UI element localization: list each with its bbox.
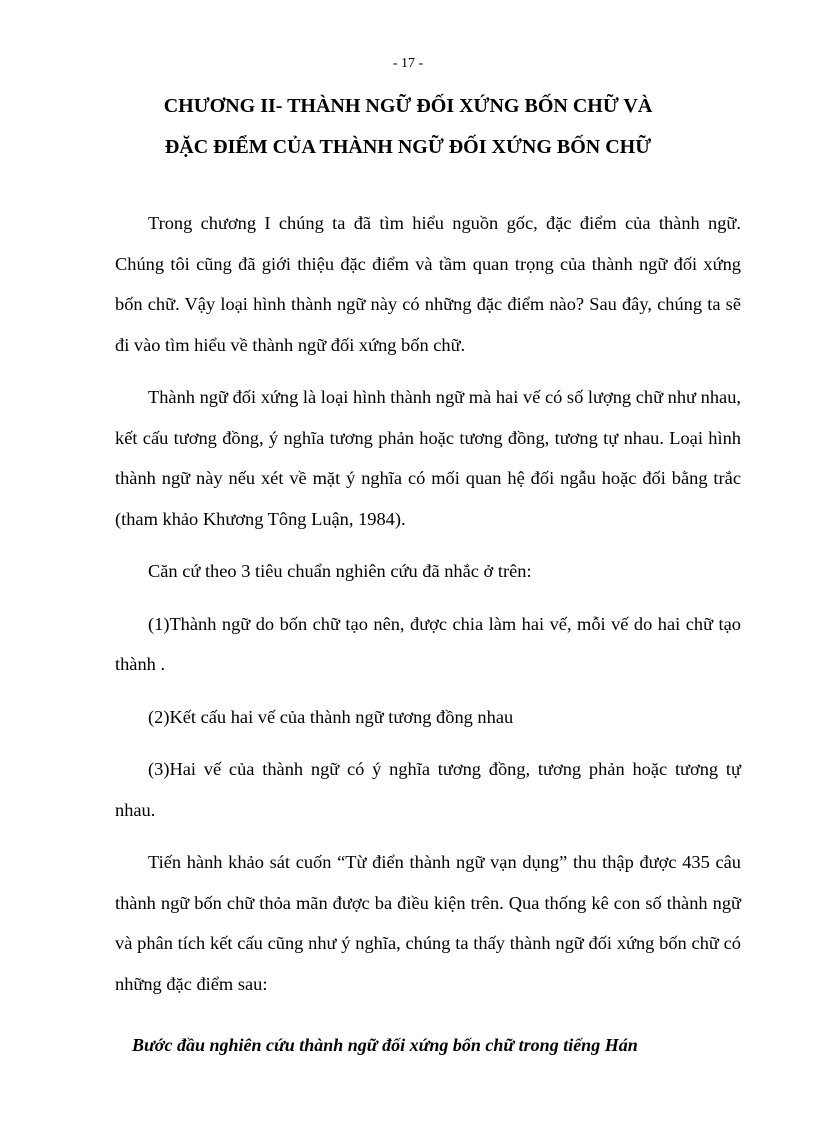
chapter-title-line-1: CHƯƠNG II- THÀNH NGỮ ĐỐI XỨNG BỐN CHỮ VÀ bbox=[163, 95, 653, 117]
criteria-item-1: (1)Thành ngữ do bốn chữ tạo nên, được chia làm hai vế, mỗi vế do hai chữ tạo thành . bbox=[115, 613, 741, 674]
criteria-item-2: (2)Kết cấu hai vế của thành ngữ tương đồng nhau bbox=[148, 706, 514, 727]
body-text bbox=[115, 203, 741, 1004]
criteria-item-3: (3)Hai vế của thành ngữ có ý nghĩa tương đồng, tương phản hoặc tương tự nhau. bbox=[115, 759, 741, 820]
paragraph-criteria-intro: Căn cứ theo 3 tiêu chuẩn nghiên cứu đã nhắc ở trên: bbox=[148, 561, 532, 581]
paragraph-intro: Trong chương I chúng ta đã tìm hiểu nguồn gốc, đặc điểm của thành ngữ. Chúng tôi cũng đã giới thiệu đặc điểm và tầm quan trọng của thành ngữ đối xứng bốn chữ. Vậy loại hình thành ngữ này có những đặc điểm nào? Sau đây, chúng ta sẽ đi vào tìm hiểu về thành ngữ đối xứng bốn chữ. bbox=[115, 213, 741, 355]
page-number: - 17 - bbox=[392, 56, 424, 71]
chapter-title-line-2: ĐẶC ĐIỂM CỦA THÀNH NGỮ ĐỐI XỨNG BỐN CHỮ bbox=[164, 136, 652, 158]
chapter-title bbox=[60, 86, 756, 168]
paragraph-survey: Tiến hành khảo sát cuốn “Từ điển thành ngữ vạn dụng” thu thập được 435 câu thành ngữ bốn chữ thỏa mãn được ba điều kiện trên. Qua thống kê con số thành ngữ và phân tích kết cấu cũng như ý nghĩa, chúng ta thấy thành ngữ đối xứng bốn chữ có những đặc điểm sau: bbox=[115, 852, 741, 994]
paragraph-definition: Thành ngữ đối xứng là loại hình thành ngữ mà hai vế có số lượng chữ như nhau, kết cấu tương đồng, ý nghĩa tương phản hoặc tương đồng, tương tự nhau. Loại hình thành ngữ này nếu xét về mặt ý nghĩa có mối quan hệ đối ngẫu hoặc đối bằng trắc (tham khảo Khương Tông Luận, 1984). bbox=[115, 387, 741, 529]
page-footer: Bước đầu nghiên cứu thành ngữ đối xứng bốn chữ trong tiếng Hán bbox=[132, 1035, 638, 1055]
